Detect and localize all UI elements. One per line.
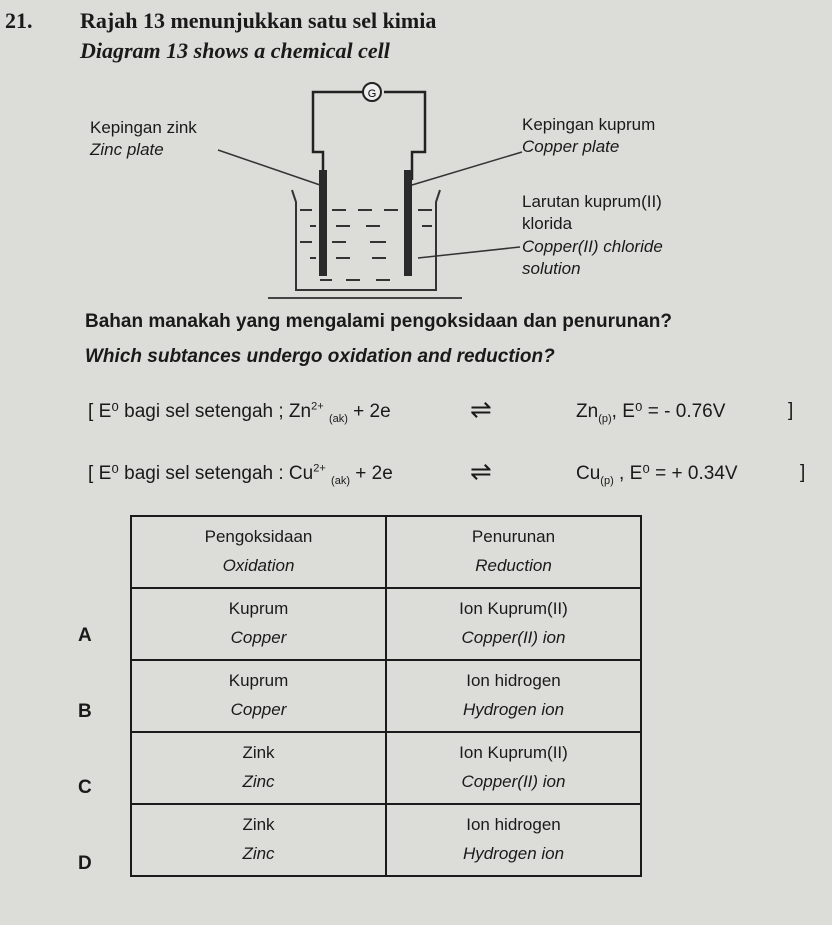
copper-plate-label-ms: Kepingan kuprum (522, 115, 656, 134)
answer-table (130, 515, 642, 877)
solution-label-ms-line1: Larutan kuprum(II) (522, 192, 662, 211)
option-c-letter[interactable]: C (78, 777, 92, 798)
half-equation-copper: [ E⁰ bagi sel setengah : $Cu^{2+}$ $_{(ak)}$ + 2e (88, 462, 393, 487)
table-row[interactable]: Zink Zinc Ion hidrogen Hydrogen ion (131, 804, 641, 876)
option-a-letter[interactable]: A (78, 625, 92, 646)
option-b-letter[interactable]: B (78, 701, 92, 722)
option-d-letter[interactable]: D (78, 853, 92, 874)
copper-electrode (404, 170, 412, 276)
half-equation-zinc: [ E⁰ bagi sel setengah ; $Zn^{2+}$ $_{(ak)}$ + 2e (88, 400, 391, 425)
solution-label-en-line2: solution (522, 259, 581, 278)
header-reduction: Penurunan Reduction (386, 516, 641, 588)
solution-label-en-line1: Copper(II) chloride (522, 237, 663, 256)
equilibrium-arrow-zinc: ⇌ (470, 394, 492, 424)
bracket-close-copper: ] (800, 462, 806, 483)
header-oxidation: Pengoksidaan Oxidation (131, 516, 386, 588)
zinc-leader-line (218, 150, 320, 185)
solution-label-ms-line2: klorida (522, 214, 573, 233)
wire-left (313, 92, 364, 180)
zinc-plate-label-ms: Kepingan zink (90, 118, 197, 137)
table-row[interactable]: Kuprum Copper Ion hidrogen Hydrogen ion (131, 660, 641, 732)
zinc-electrode (319, 170, 327, 276)
copper-plate-label-en: Copper plate (522, 137, 620, 156)
zinc-plate-label-en: Zinc plate (90, 140, 164, 159)
bracket-close-zinc: ] (788, 400, 794, 421)
equilibrium-arrow-copper: ⇌ (470, 456, 492, 486)
zinc-product: $Zn_{(p)}$, E⁰ = - 0.76V (576, 401, 726, 425)
question-title-ms: Rajah 13 menunjukkan satu sel kimia (80, 8, 437, 33)
galvanometer-label: G (367, 88, 377, 100)
prompt-en: Which subtances undergo oxidation and reduction? (85, 346, 555, 367)
copper-product: $Cu_{(p)}$ , E⁰ = + 0.34V (576, 463, 738, 487)
beaker (292, 190, 440, 290)
question-title-en: Diagram 13 shows a chemical cell (80, 38, 390, 63)
prompt-ms: Bahan manakah yang mengalami pengoksidaan dan penurunan? (85, 311, 673, 332)
solution-leader-line (418, 247, 520, 258)
table-row[interactable]: Zink Zinc Ion Kuprum(II) Copper(II) ion (131, 732, 641, 804)
wire-right (384, 92, 425, 180)
copper-leader-line (412, 152, 522, 185)
table-header-row (131, 516, 641, 588)
question-number: 21. (5, 8, 33, 33)
table-row[interactable]: Kuprum Copper Ion Kuprum(II) Copper(II) ion (131, 588, 641, 660)
